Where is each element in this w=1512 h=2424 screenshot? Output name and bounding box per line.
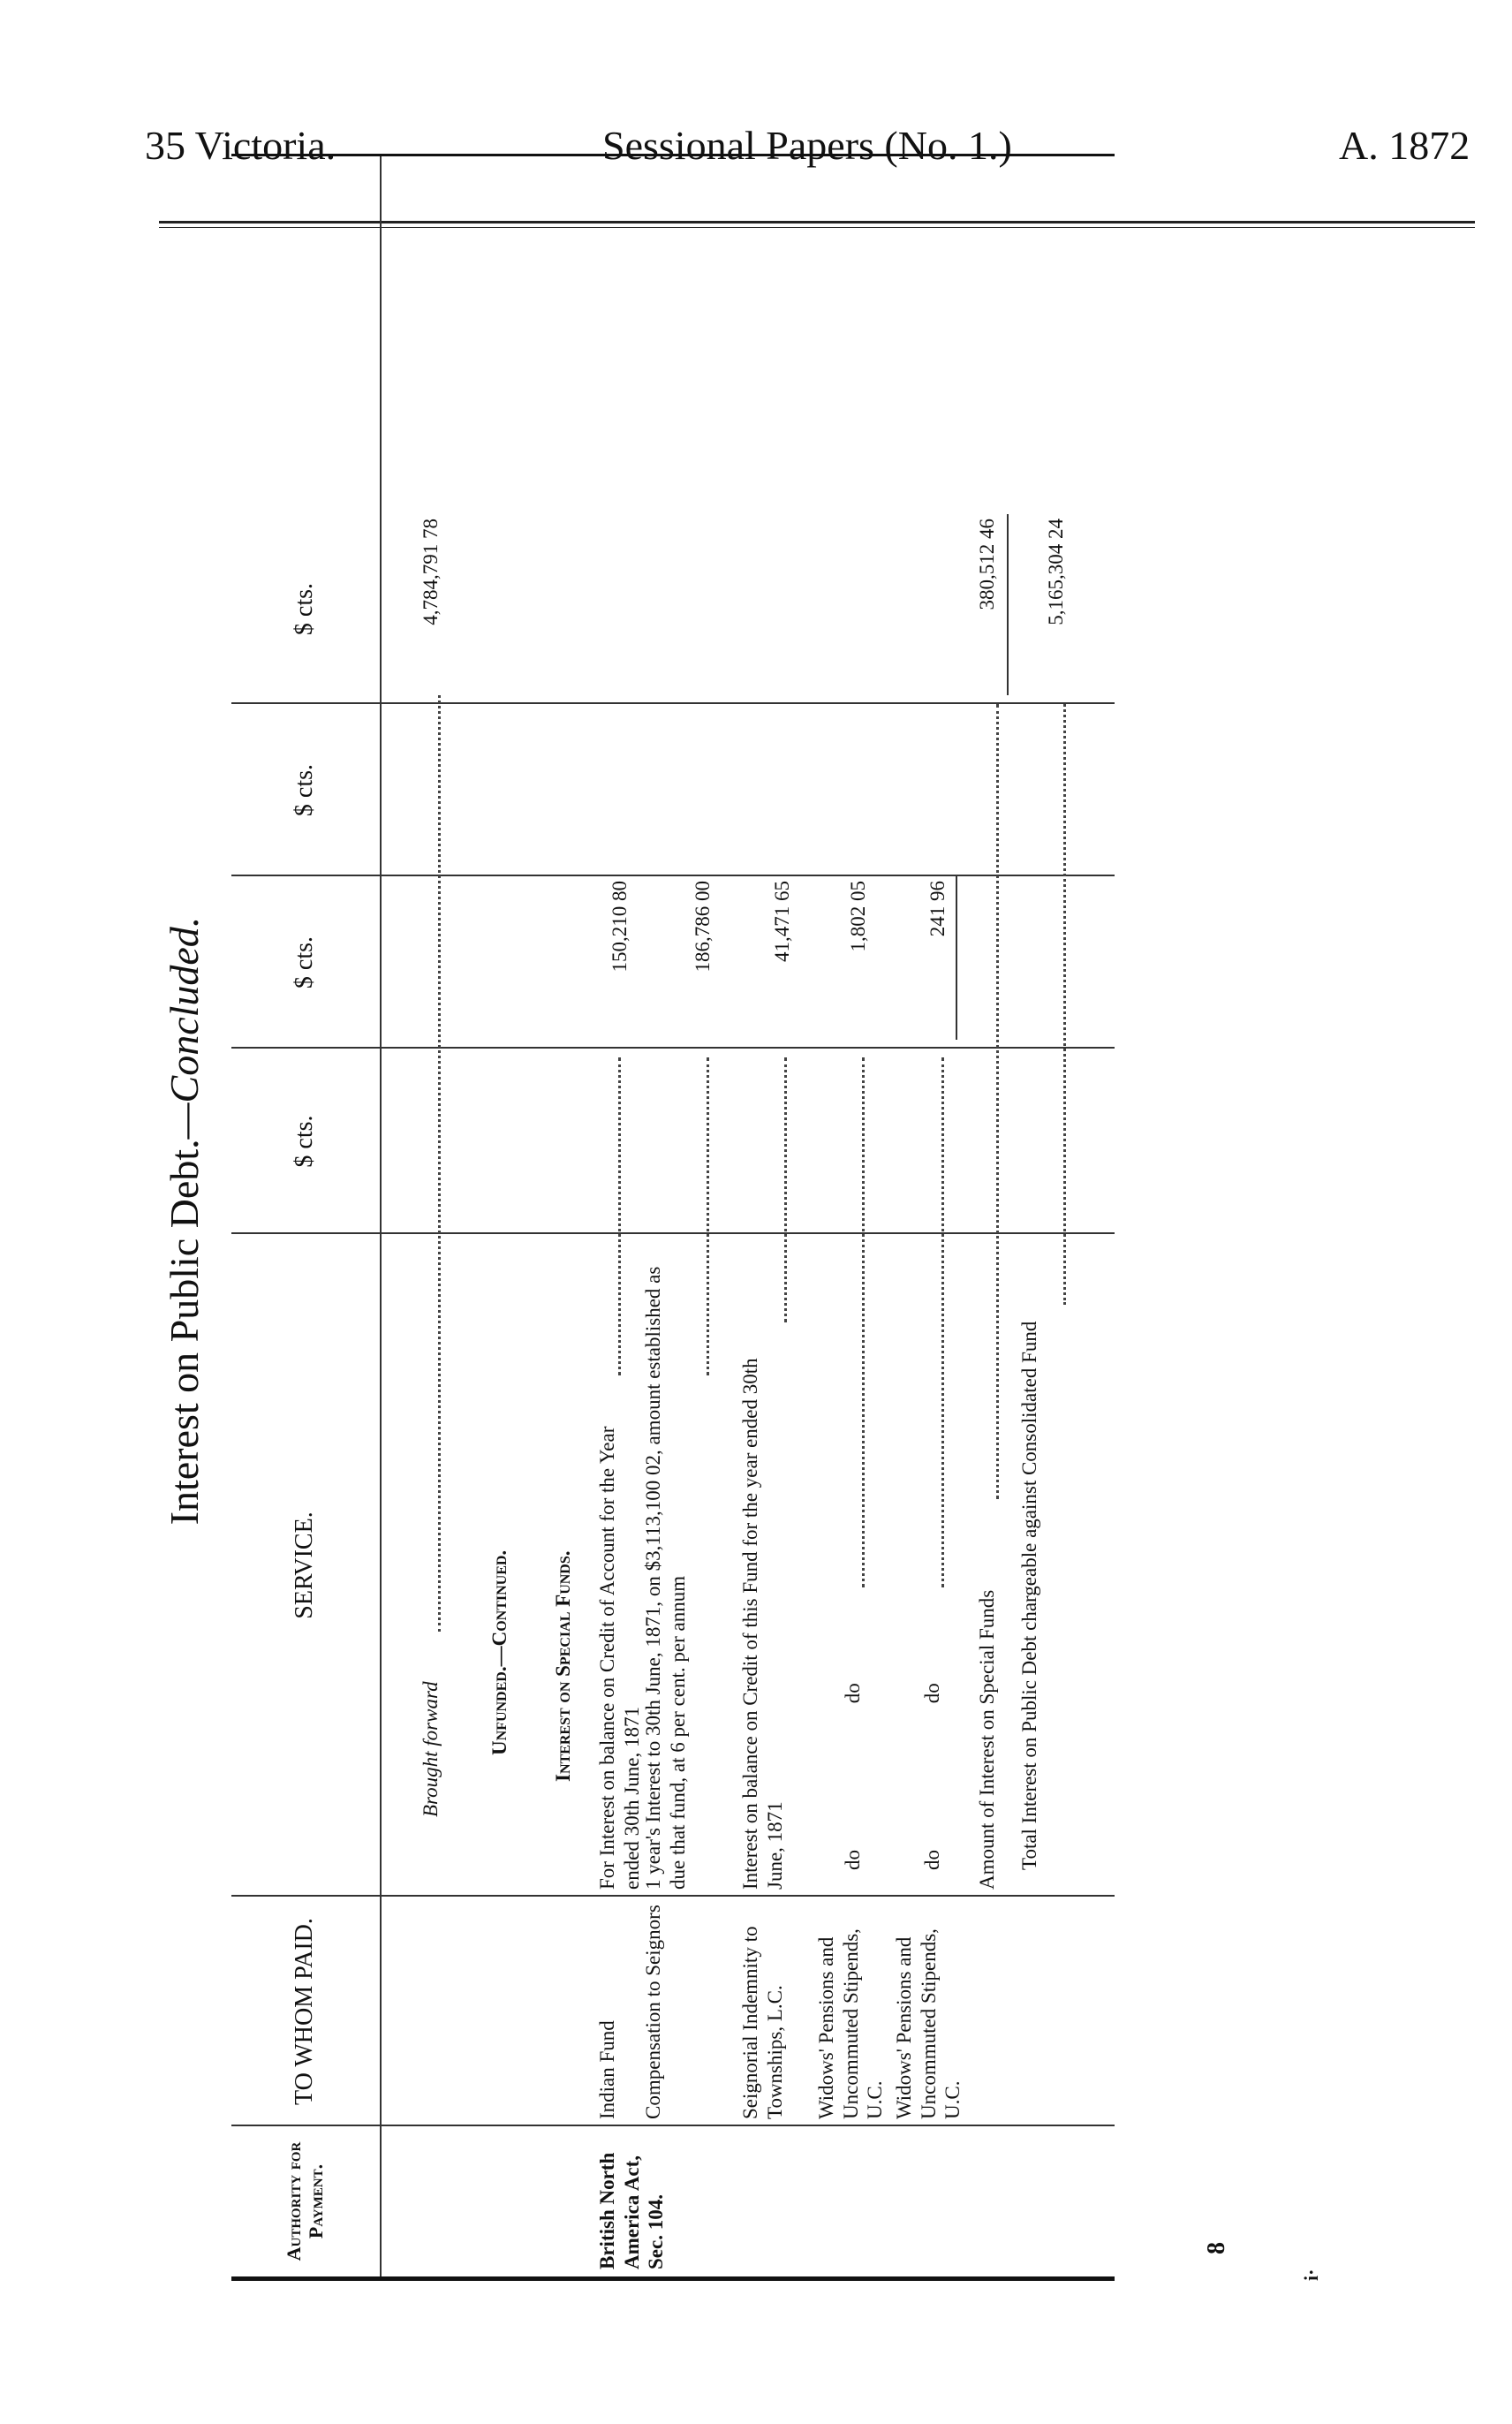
- row-to-whom: Seignorial Indemnity to Townships, L.C.: [739, 1926, 786, 2119]
- special-funds-heading: Interest on Special Funds.: [552, 1550, 574, 1782]
- leader-dots: [707, 1057, 709, 1375]
- title-main: Interest on Public Debt.: [162, 1139, 207, 1526]
- special-funds-total-value: 380,512 46: [976, 519, 998, 610]
- grand-total-value: 5,165,304 24: [1045, 519, 1067, 625]
- header-left: 35 Victoria.: [145, 123, 336, 168]
- row-amount: 150,210 80: [609, 881, 631, 973]
- header-col2: $ cts.: [290, 936, 318, 989]
- row-service: do do: [842, 1683, 864, 1870]
- row-amount: 186,786 00: [692, 881, 714, 973]
- row-to-whom: Widows' Pensions and Uncommuted Stipends, U.C.: [815, 1928, 887, 2119]
- header-authority: Authority for Payment.: [282, 2141, 327, 2261]
- header-center: Sessional Papers (No. 1.): [602, 123, 1012, 168]
- leader-dots: [996, 704, 999, 1499]
- leader-dots: [941, 1057, 944, 1587]
- interest-table: [231, 154, 1115, 2281]
- header-separator: [380, 156, 382, 2276]
- row-amount: 41,471 65: [771, 881, 793, 962]
- leader-dots: [618, 1057, 621, 1375]
- row-to-whom: Widows' Pensions and Uncommuted Stipends, U.C.: [893, 1928, 964, 2119]
- header-right: A. 1872: [1339, 123, 1470, 168]
- row-service: For Interest on balance on Credit of Account for the Year ended 30th June, 1871: [596, 1426, 643, 1890]
- page-title: [161, 161, 212, 2281]
- margin-mark: i·: [1300, 2269, 1322, 2281]
- brought-forward-value: 4,784,791 78: [420, 519, 442, 625]
- special-funds-total-label: Amount of Interest on Special Funds: [976, 1589, 998, 1890]
- rotated-table-page: [161, 161, 1335, 2281]
- row-service: Interest on balance on Credit of this Fund for the year ended 30th June, 1871: [739, 1358, 786, 1890]
- grand-total-label: Total Interest on Public Debt chargeable against Consolidated Fund: [1018, 1321, 1040, 1870]
- row-service: do do: [921, 1683, 943, 1870]
- leader-dots: [1063, 704, 1066, 1305]
- title-suffix: —Concluded.: [162, 916, 207, 1140]
- header-col3: $ cts.: [290, 763, 318, 817]
- brought-forward-label: Brought forward: [420, 1681, 442, 1817]
- header-service: SERVICE.: [290, 1511, 318, 1619]
- leader-dots: [438, 695, 441, 1632]
- header-to-whom: TO WHOM PAID.: [290, 1918, 318, 2105]
- row-to-whom: Indian Fund: [596, 2020, 618, 2119]
- header-col1: $ cts.: [290, 1115, 318, 1168]
- page-number: 8: [1203, 2242, 1230, 2254]
- authority-text: British North America Act, Sec. 104.: [596, 2152, 668, 2269]
- row-service: 1 year's Interest to 30th June, 1871, on $3,113,100 02, amount established as due that fund, at 6 per cent. per annum: [642, 1266, 689, 1890]
- row-to-whom: Compensation to Seignors: [642, 1905, 664, 2119]
- header-col4: $ cts.: [290, 582, 318, 636]
- leader-dots: [784, 1057, 787, 1322]
- unfunded-heading: Unfunded.—Continued.: [488, 1549, 510, 1755]
- total-rule: [1007, 514, 1009, 695]
- leader-dots: [862, 1057, 865, 1587]
- row-amount: 241 96: [926, 881, 949, 937]
- subtotal-rule: [956, 876, 957, 1040]
- row-amount: 1,802 05: [847, 881, 869, 952]
